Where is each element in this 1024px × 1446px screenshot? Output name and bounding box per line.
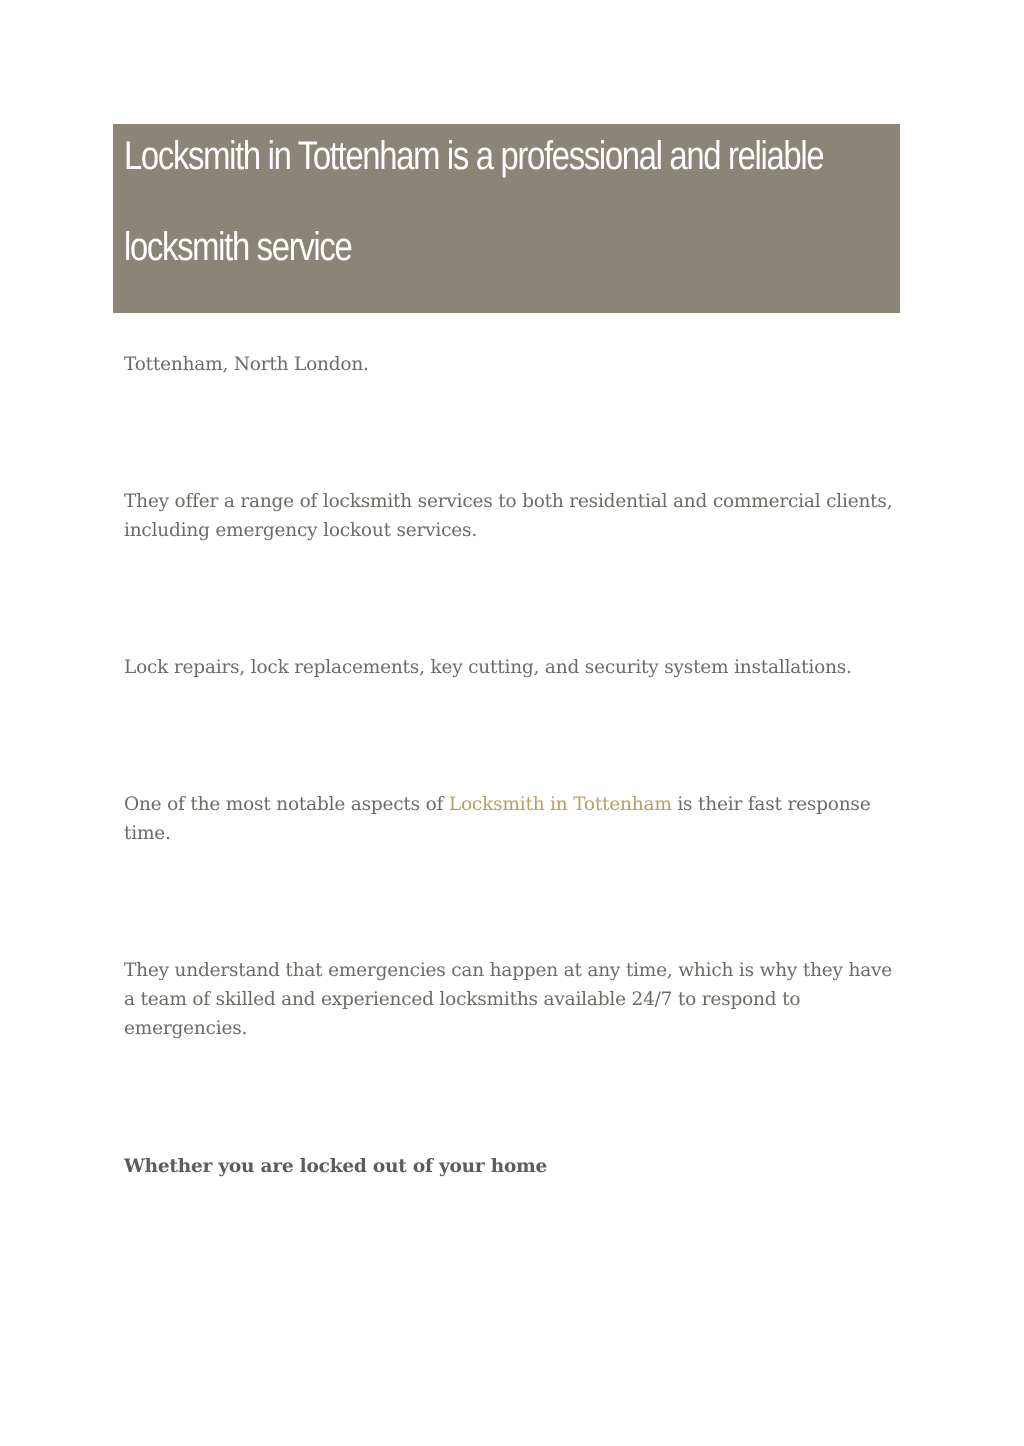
response-text-before: One of the most notable aspects of	[124, 794, 449, 815]
subheading: Whether you are locked out of your home	[124, 1156, 548, 1177]
services-intro-text: They offer a range of locksmith services to both residential and commercial clients, including emergency lockout services.	[124, 491, 893, 541]
services-list-text: Lock repairs, lock replacements, key cutting, and security system installations.	[124, 657, 852, 678]
response-paragraph	[124, 790, 899, 848]
title-banner	[113, 124, 900, 313]
response-text-after: is their fast response time.	[124, 794, 871, 844]
emergencies-text: They understand that emergencies can happen at any time, which is why they have a team of skilled and experienced locksmiths available 24/7 to respond to emergencies.	[124, 960, 893, 1039]
locksmith-tottenham-link[interactable]: Locksmith in Tottenham	[448, 794, 672, 815]
location-text: Tottenham, North London.	[124, 354, 369, 375]
page-title: Locksmith in Tottenham is a professional and reliable locksmith service	[124, 134, 824, 269]
